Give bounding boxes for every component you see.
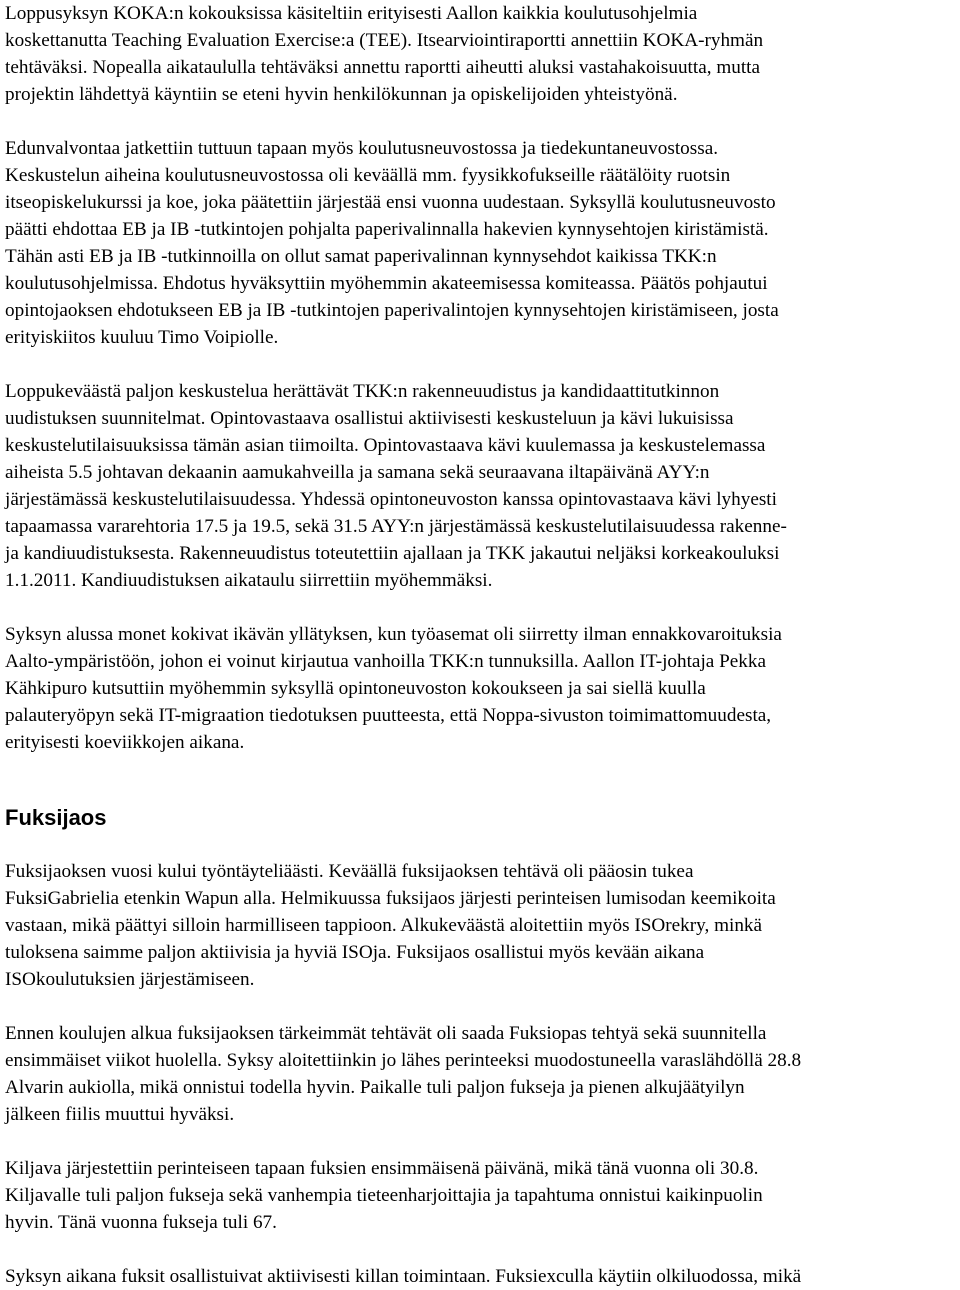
text-line: Tähän asti EB ja IB -tutkinnoilla on ollut samat paperivalinnan kynnysehdot kaikissa TKK:n (5, 246, 717, 267)
paragraph-spacer (5, 993, 960, 1020)
text-line: Kähkipuro kutsuttiin myöhemmin syksyllä opintoneuvoston kokoukseen ja sai siellä kuulla (5, 678, 706, 699)
heading-spacer (5, 831, 960, 858)
text-line: Loppukeväästä paljon keskustelua herättävät TKK:n rakenneuudistus ja kandidaattitutkinnon (5, 381, 720, 402)
text-line: Keskustelun aiheina koulutusneuvostossa oli keväällä mm. fyysikkofukseille räätälöity ruotsin (5, 165, 731, 186)
paragraph-koka-tee (5, 0, 960, 108)
paragraph-spacer (5, 1236, 960, 1263)
text-line: tehtäväksi. Nopealla aikataululla tehtäväksi annettu raportti aiheutti aluksi vastahakoisuutta, mutta (5, 57, 761, 78)
text-line: Alvarin aukiolla, mikä onnistui todella hyvin. Paikalle tuli paljon fukseja ja pienen alkujäätyilyn (5, 1077, 745, 1098)
text-line: Fuksijaoksen vuosi kului työntäyteliäästi. Keväällä fuksijaoksen tehtävä oli pääosin tukea (5, 861, 694, 882)
paragraph-fuksiexcu (5, 1263, 960, 1290)
text-line: 1.1.2011. Kandiuudistuksen aikataulu siirrettiin myöhemmäksi. (5, 570, 493, 591)
text-line: tuloksena saimme paljon aktiivisia ja hyviä ISOja. Fuksijaos osallistui myös kevään aikana (5, 942, 705, 963)
text-line: erityiskiitos kuuluu Timo Voipiolle. (5, 327, 279, 348)
paragraph-spacer (5, 351, 960, 378)
text-line: Edunvalvontaa jatkettiin tuttuun tapaan myös koulutusneuvostossa ja tiedekuntaneuvostossa. (5, 138, 719, 159)
paragraph-fuksijaos-vuosi (5, 858, 960, 993)
text-line: tapaamassa vararehtoria 17.5 ja 19.5, sekä 31.5 AYY:n järjestämässä keskustelutilaisuudessa rakenne- (5, 516, 787, 537)
document-page (5, 0, 960, 1290)
text-line: FuksiGabrielia etenkin Wapun alla. Helmikuussa fuksijaos järjesti perinteisen lumisodan keemikoita (5, 888, 776, 909)
text-line: koulutusohjelmissa. Ehdotus hyväksyttiin myöhemmin akateemisessa komiteassa. Päätös pohjautui (5, 273, 768, 294)
text-line: Syksyn alussa monet kokivat ikävän yllätyksen, kun työasemat oli siirretty ilman ennakkovaroituksia (5, 624, 782, 645)
text-line: itseopiskelukurssi ja koe, joka päätettiin järjestää ensi vuonna uudestaan. Syksyllä koulutusneuvosto (5, 192, 776, 213)
text-line: opintojaoksen ehdotukseen EB ja IB -tutkintojen paperivalintojen kynnysehtojen kiristämiseen, josta (5, 300, 779, 321)
paragraph-fuksiopas (5, 1020, 960, 1128)
text-line: Ennen koulujen alkua fuksijaoksen tärkeimmät tehtävät oli saada Fuksiopas tehtyä sekä suunnitella (5, 1023, 767, 1044)
text-line: Syksyn aikana fuksit osallistuivat aktiivisesti killan toimintaan. Fuksiexculla käytiin olkiluodossa, mikä (5, 1266, 802, 1287)
text-line: ja kandiuudistuksesta. Rakenneuudistus toteutettiin ajallaan ja TKK jakautui neljäksi korkeakouluksi (5, 543, 780, 564)
text-line: hyvin. Tänä vuonna fukseja tuli 67. (5, 1212, 277, 1233)
text-line: jälkeen fiilis muuttui hyväksi. (5, 1104, 235, 1125)
text-line: aiheista 5.5 johtavan dekaanin aamukahveilla ja samana sekä seuraavana iltapäivänä AYY:n (5, 462, 710, 483)
paragraph-edunvalvonta (5, 135, 960, 351)
paragraph-spacer (5, 1128, 960, 1155)
text-line: järjestämässä keskustelutilaisuudessa. Yhdessä opintoneuvoston kanssa opintovastaava kävi lyhyesti (5, 489, 777, 510)
paragraph-spacer (5, 594, 960, 621)
heading-spacer (5, 756, 960, 804)
text-line: Loppusyksyn KOKA:n kokouksissa käsiteltiin erityisesti Aallon kaikkia koulutusohjelmia (5, 3, 698, 24)
text-line: vastaan, mikä päättyi silloin harmilliseen tappioon. Alkukeväästä aloitettiin myös ISOrekry, minkä (5, 915, 763, 936)
text-line: Aalto-ympäristöön, johon ei voinut kirjautua vanhoilla TKK:n tunnuksilla. Aallon IT-johtaja Pekka (5, 651, 766, 672)
paragraph-rakenneuudistus (5, 378, 960, 594)
paragraph-it-migraatio (5, 621, 960, 756)
text-line: keskustelutilaisuuksissa tämän asian tiimoilta. Opintovastaava kävi kuulemassa ja keskustelemassa (5, 435, 766, 456)
paragraph-spacer (5, 108, 960, 135)
section-heading: Fuksijaos (5, 805, 107, 830)
text-line: päätti ehdottaa EB ja IB -tutkintojen pohjalta paperivalinnalla hakevien kynnysehtojen kiristämistä. (5, 219, 769, 240)
text-line: ensimmäiset viikot huolella. Syksy aloitettiinkin jo lähes perinteeksi muodostuneella varaslähdöllä 28.8 (5, 1050, 802, 1071)
text-line: koskettanutta Teaching Evaluation Exercise:a (TEE). Itsearviointiraportti annettiin KOKA-ryhmän (5, 30, 764, 51)
text-line: Kiljavalle tuli paljon fukseja sekä vanhempia tieteenharjoittajia ja tapahtuma onnistui kaikinpuolin (5, 1185, 763, 1206)
text-line: erityisesti koeviikkojen aikana. (5, 732, 245, 753)
text-line: Kiljava järjestettiin perinteiseen tapaan fuksien ensimmäisenä päivänä, mikä tänä vuonna oli 30.8. (5, 1158, 759, 1179)
text-line: uudistuksen suunnitelmat. Opintovastaava osallistui aktiivisesti keskusteluun ja kävi lukuisissa (5, 408, 734, 429)
text-line: projektin lähdettyä käyntiin se eteni hyvin henkilökunnan ja opiskelijoiden yhteistyönä. (5, 84, 678, 105)
text-line: palauteryöpyn sekä IT-migraation tiedotuksen puutteesta, että Noppa-sivuston toimimattomuudesta, (5, 705, 772, 726)
text-line: ISOkoulutuksien järjestämiseen. (5, 969, 255, 990)
paragraph-kiljava (5, 1155, 960, 1236)
